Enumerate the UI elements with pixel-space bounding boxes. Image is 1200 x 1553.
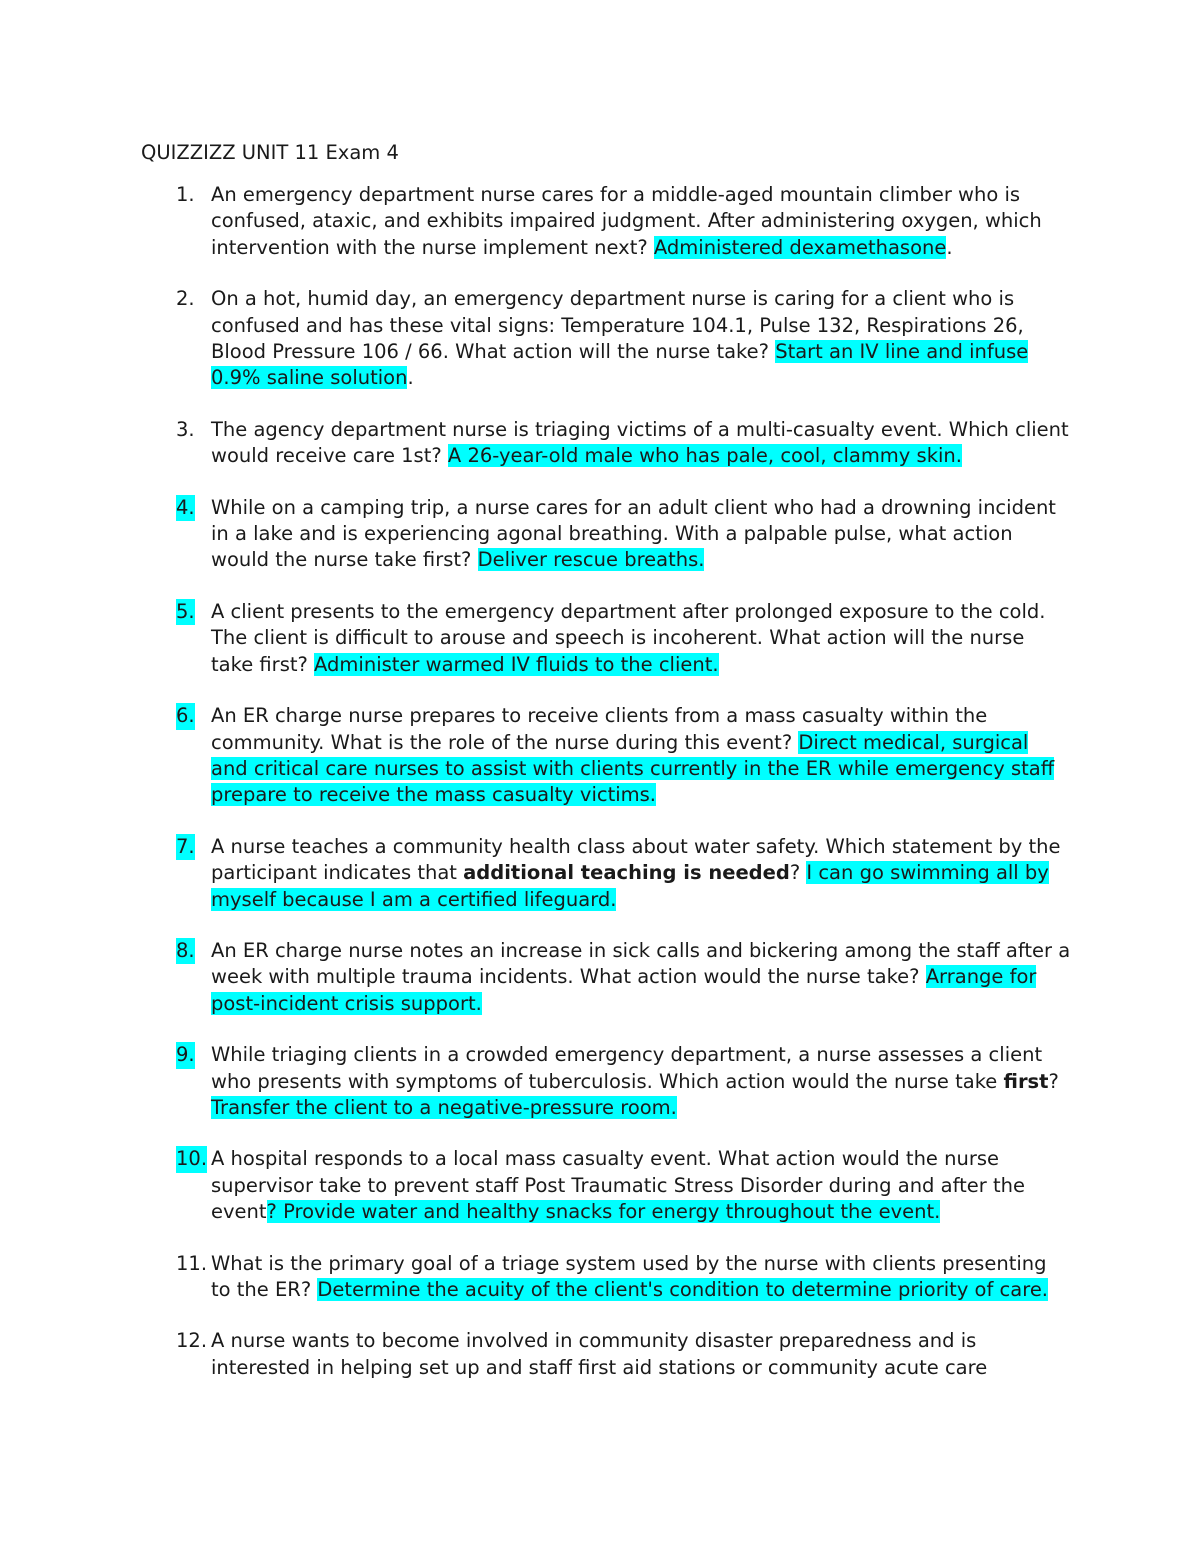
document-title: QUIZZIZZ UNIT 11 Exam 4 <box>141 141 399 164</box>
question-number: 6. <box>176 703 195 729</box>
answer-highlight: ? Provide water and healthy snacks for energy throughout the event. <box>266 1200 941 1224</box>
question-item <box>0 1042 1071 1121</box>
question-item <box>0 1146 1071 1225</box>
question-text: While triaging clients in a crowded emergency department, a nurse assesses a client who presents with symptoms of tuberculosis. Which action would the nurse take <box>211 1043 1043 1093</box>
question-number: 12. <box>176 1329 208 1353</box>
question-text: A hospital responds to a local mass casualty event. What action would the nurse supervisor take to prevent staff Post Traumatic Stress Disorder during and after the event <box>211 1147 1025 1224</box>
question-number: 11. <box>176 1251 208 1275</box>
question-text-tail: ? <box>789 861 807 885</box>
answer-highlight: Transfer the client to a negative-pressure room. <box>211 1095 677 1119</box>
question-item <box>0 495 1071 574</box>
question-number: 9. <box>176 1042 195 1068</box>
question-text: An ER charge nurse prepares to receive clients from a mass casualty within the community. What is the role of the nurse during this event? <box>211 704 988 754</box>
question-item <box>0 834 1071 913</box>
answer-highlight: Arrange for post-incident crisis support. <box>211 965 1037 1015</box>
question-item <box>0 599 1071 678</box>
question-number: 8. <box>176 938 195 964</box>
answer-highlight: A 26-year-old male who has pale, cool, clammy skin. <box>447 444 962 468</box>
question-text: A nurse wants to become involved in community disaster preparedness and is interested in helping set up and staff first aid stations or community acute care <box>211 1329 988 1379</box>
question-text: On a hot, humid day, an emergency department nurse is caring for a client who is confused and has these vital signs: Temperature 104.1, Pulse 132, Respirations 26, Blood Pressure 106 / 66. What action will the nurse take? <box>211 287 1024 364</box>
question-item <box>0 286 1071 392</box>
question-number: 3. <box>176 417 195 441</box>
question-item <box>0 1328 1071 1381</box>
question-text: While on a camping trip, a nurse cares for an adult client who had a drowning incident in a lake and is experiencing agonal breathing. With a palpable pulse, what action would the nurse take first? <box>211 495 1056 572</box>
question-emphasis: first <box>1003 1069 1049 1093</box>
answer-highlight: I can go swimming all by myself because I am a certified lifeguard. <box>211 861 1049 911</box>
question-text: The agency department nurse is triaging victims of a multi-casualty event. Which client would receive care 1st? <box>211 417 1069 468</box>
question-number: 4. <box>176 495 195 521</box>
answer-highlight: Administer warmed IV fluids to the client. <box>314 652 719 676</box>
answer-highlight: Start an IV line and infuse 0.9% saline solution <box>211 340 1029 390</box>
answer-suffix: . <box>946 235 953 259</box>
question-item <box>0 1251 1071 1304</box>
question-text: What is the primary goal of a triage system used by the nurse with clients presenting to the ER? <box>211 1251 1047 1301</box>
answer-highlight: Deliver rescue breaths. <box>477 548 705 572</box>
question-number: 5. <box>176 599 195 625</box>
question-text-tail: ? <box>1048 1069 1059 1093</box>
question-number: 10. <box>176 1146 207 1172</box>
question-text: An ER charge nurse notes an increase in sick calls and bickering among the staff after a week with multiple trauma incidents. What action would the nurse take? <box>211 938 1071 989</box>
answer-highlight: Determine the acuity of the client's condition to determine priority of care. <box>317 1278 1049 1301</box>
question-text: A nurse teaches a community health class about water safety. Which statement by the participant indicates that <box>211 834 1061 885</box>
question-emphasis: additional teaching is needed <box>463 861 790 885</box>
question-text: An emergency department nurse cares for a middle-aged mountain climber who is confused, ataxic, and exhibits impaired judgment. After administering oxygen, which intervention with the nurse implement next? <box>211 183 1042 259</box>
answer-highlight: Direct medical, surgical and critical care nurses to assist with clients currently in the ER while emergency staff prepare to receive the mass casualty victims. <box>211 730 1055 807</box>
question-item <box>0 938 1071 1017</box>
question-item <box>0 417 1071 470</box>
question-list <box>0 182 1200 1406</box>
answer-suffix: . <box>407 366 414 390</box>
question-text: A client presents to the emergency department after prolonged exposure to the cold. The client is difficult to arouse and speech is incoherent. What action will the nurse take first? <box>211 599 1046 676</box>
question-item <box>0 703 1071 809</box>
answer-highlight: Administered dexamethasone <box>653 235 947 259</box>
question-number: 1. <box>176 183 195 206</box>
question-item <box>0 182 1071 261</box>
question-number: 2. <box>176 287 195 311</box>
question-number: 7. <box>176 834 195 860</box>
